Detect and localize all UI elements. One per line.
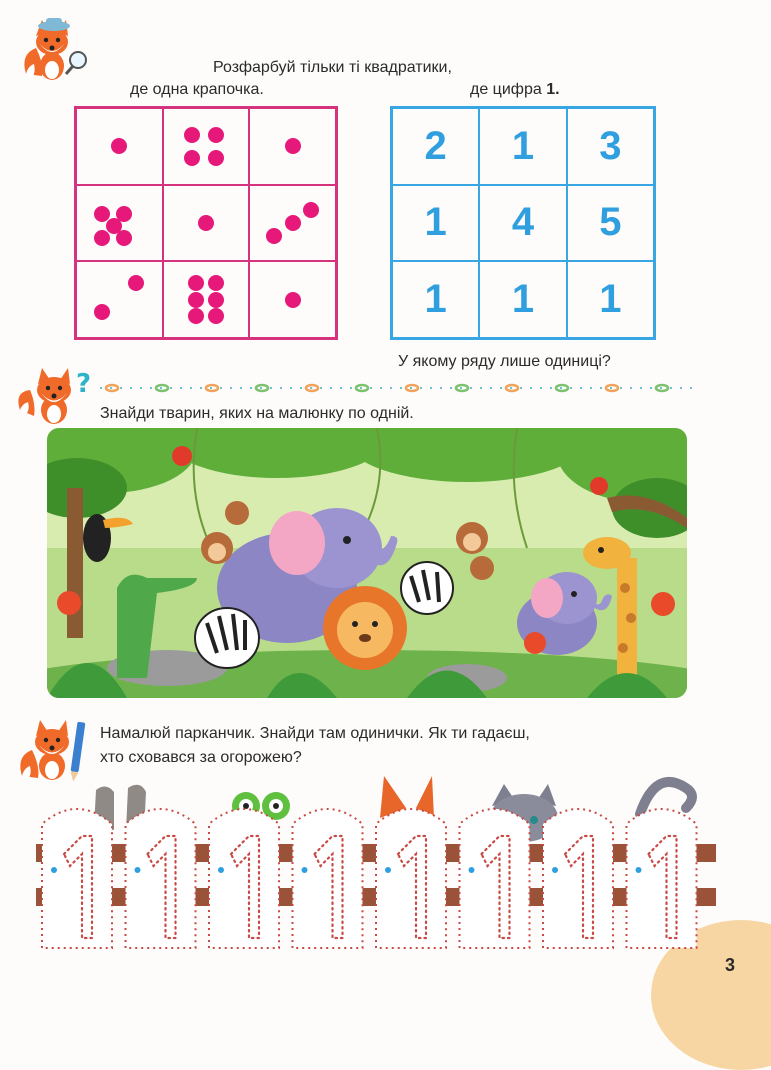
fence-plank[interactable] xyxy=(293,809,363,948)
digit-cell[interactable]: 4 xyxy=(479,185,566,262)
fence-plank[interactable] xyxy=(543,809,613,948)
digit-cell[interactable]: 5 xyxy=(567,185,654,262)
jungle-illustration xyxy=(47,428,687,698)
fence-plank[interactable] xyxy=(627,809,697,948)
page-number: 3 xyxy=(724,955,735,975)
task3-line1: Намалюй парканчик. Знайди там одинички. Як ти гадаєш, xyxy=(100,725,530,742)
start-dot xyxy=(51,867,57,873)
dot-cell[interactable] xyxy=(249,185,336,262)
svg-text:?: ? xyxy=(76,369,92,399)
start-dot xyxy=(302,867,308,873)
dot-grid xyxy=(74,106,338,340)
fence-plank[interactable] xyxy=(42,809,112,948)
fence-plank[interactable] xyxy=(209,809,279,948)
fox-question-icon xyxy=(14,366,98,432)
dot-cell[interactable] xyxy=(163,108,250,185)
dot-cell[interactable] xyxy=(163,185,250,262)
task1-left-caption: де одна крапочка. xyxy=(130,81,264,98)
task1-heading: Розфарбуй тільки ті квадратики, xyxy=(213,59,452,76)
fox-detective-icon xyxy=(18,14,94,84)
task3-line2: хто сховався за огорожею? xyxy=(100,749,302,766)
start-dot xyxy=(636,867,642,873)
dot-cell[interactable] xyxy=(249,261,336,338)
digit-cell[interactable]: 1 xyxy=(479,261,566,338)
task1-right-caption: де цифра 1. xyxy=(470,81,560,98)
start-dot xyxy=(135,867,141,873)
digit-cell[interactable]: 1 xyxy=(392,185,479,262)
fence-plank[interactable] xyxy=(376,809,446,948)
dot-cell[interactable] xyxy=(249,108,336,185)
task1-question: У якому ряду лише одиниці? xyxy=(398,353,611,370)
digit-grid xyxy=(390,106,656,340)
start-dot xyxy=(552,867,558,873)
start-dot xyxy=(469,867,475,873)
task2-text: Знайди тварин, яких на малюнку по одній. xyxy=(100,405,414,422)
dot-cell[interactable] xyxy=(76,185,163,262)
fence-illustration xyxy=(36,768,716,953)
dot-cell[interactable] xyxy=(76,261,163,338)
digit-cell[interactable]: 1 xyxy=(392,261,479,338)
fence-plank[interactable] xyxy=(460,809,530,948)
digit-cell[interactable]: 2 xyxy=(392,108,479,185)
section-divider xyxy=(100,383,695,393)
dot-cell[interactable] xyxy=(163,261,250,338)
start-dot xyxy=(385,867,391,873)
dot-cell[interactable] xyxy=(76,108,163,185)
digit-cell[interactable]: 3 xyxy=(567,108,654,185)
start-dot xyxy=(218,867,224,873)
digit-cell[interactable]: 1 xyxy=(479,108,566,185)
digit-cell[interactable]: 1 xyxy=(567,261,654,338)
fence-plank[interactable] xyxy=(126,809,196,948)
